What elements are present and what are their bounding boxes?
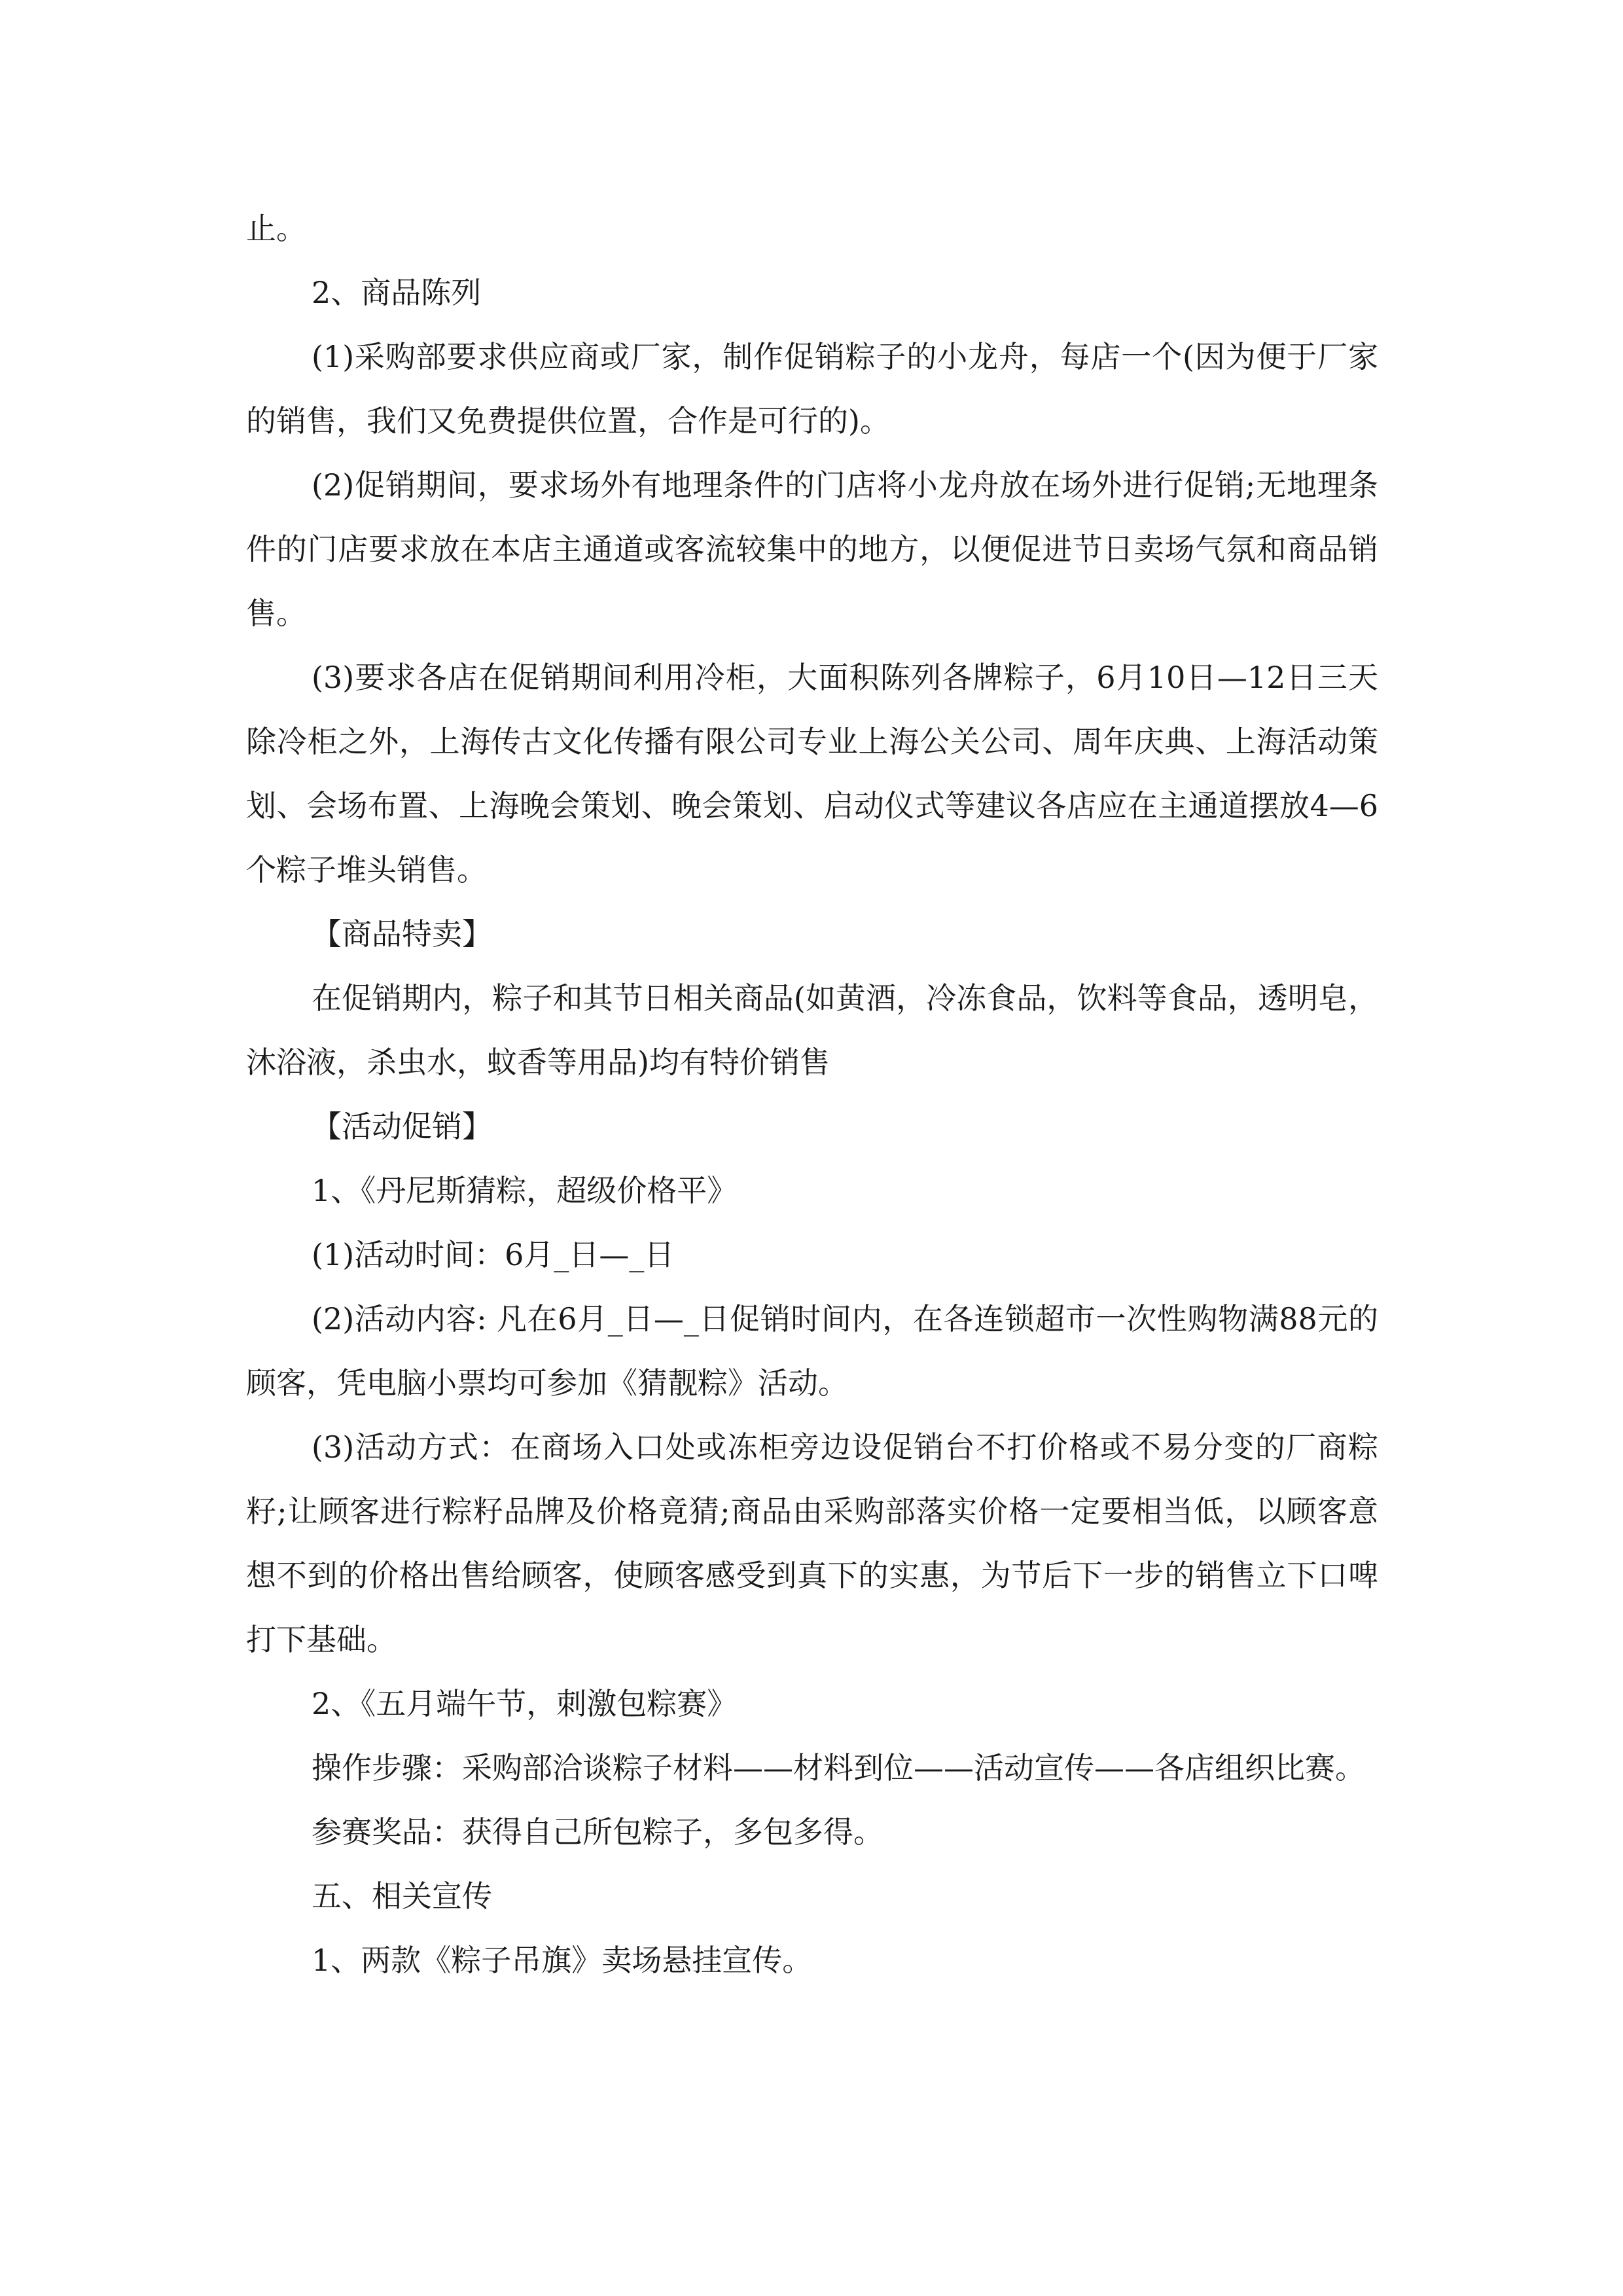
paragraph-display-item-2: (2)促销期间，要求场外有地理条件的门店将小龙舟放在场外进行促销;无地理条件的门店要求放在本店主通道或客流较集中的地方，以便促进节日卖场气氛和商品销售。: [246, 467, 1378, 631]
paragraph-special-sale: 在促销期内，粽子和其节日相关商品(如黄酒，冷冻食品，饮料等食品，透明皂，沐浴液，杀虫水，蚊香等用品)均有特价销售: [246, 980, 1378, 1080]
section-heading-special-sale: 【商品特卖】: [312, 916, 492, 952]
paragraph-continuation: 止。: [246, 211, 306, 246]
paragraph-activity-time: (1)活动时间：6月_日—_日: [312, 1237, 675, 1272]
paragraph-publicity-item-1: 1、两款《粽子吊旗》卖场悬挂宣传。: [312, 1943, 813, 1978]
paragraph-activity-content: (2)活动内容: 凡在6月_日—_日促销时间内，在各连锁超市一次性购物满88元的顾客，凭电脑小票均可参加《猜靓粽》活动。: [246, 1301, 1378, 1401]
paragraph-display-item-3: (3)要求各店在促销期间利用冷柜，大面积陈列各牌粽子，6月10日—12日三天除冷柜之外，上海传古文化传播有限公司专业上海公关公司、周年庆典、上海活动策划、会场布置、上海晚会策划、晚会策划、启动仪式等建议各店应在主通道摆放4—6个粽子堆头销售。: [246, 660, 1378, 888]
section-heading-publicity: 五、相关宣传: [312, 1878, 492, 1914]
paragraph-display-item-1: (1)采购部要求供应商或厂家，制作促销粽子的小龙舟，每店一个(因为便于厂家的销售，我们又免费提供位置，合作是可行的)。: [246, 339, 1378, 439]
section-heading-promotion: 【活动促销】: [312, 1109, 492, 1144]
paragraph-prizes: 参赛奖品：获得自己所包粽子，多包多得。: [312, 1814, 883, 1850]
subheading-activity-2: 2、《五月端午节，刺激包粽赛》: [312, 1686, 738, 1721]
document-page: [246, 196, 1378, 1992]
subheading-activity-1: 1、《丹尼斯猜粽，超级价格平》: [312, 1173, 738, 1208]
paragraph-activity-method: (3)活动方式：在商场入口处或冻柜旁边设促销台不打价格或不易分变的厂商粽籽;让顾客进行粽籽品牌及价格竟猜;商品由采购部落实价格一定要相当低，以顾客意想不到的价格出售给顾客，使顾客感受到真下的实惠，为节后下一步的销售立下口啤打下基础。: [246, 1429, 1378, 1657]
paragraph-operation-steps: 操作步骤：采购部洽谈粽子材料——材料到位——活动宣传——各店组织比赛。: [312, 1750, 1365, 1785]
section-heading-product-display: 2、商品陈列: [312, 275, 482, 310]
